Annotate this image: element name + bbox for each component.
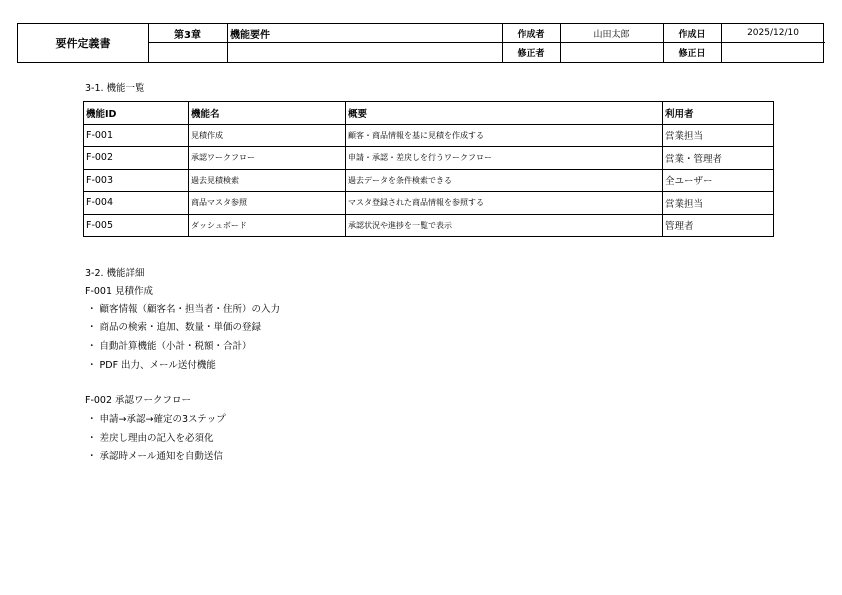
list-item: ・ 承認時メール通知を自動送信 xyxy=(87,451,223,462)
chapter-number: 第3章 xyxy=(174,29,201,41)
table-row xyxy=(84,169,774,192)
table-row xyxy=(84,124,774,147)
user-cell: 営業・管理者 xyxy=(663,147,774,170)
divider xyxy=(227,24,228,62)
section-heading-function-list: 3-1. 機能一覧 xyxy=(85,83,145,94)
created-date-value: 2025/12/10 xyxy=(747,28,799,38)
detail-title-f001: F-001 見積作成 xyxy=(85,286,154,297)
list-item: ・ PDF 出力、メール送付機能 xyxy=(87,360,216,371)
user-cell: 全ユーザー xyxy=(663,169,774,192)
column-header-function-id: 機能ID xyxy=(84,102,189,125)
column-header-function-name: 機能名 xyxy=(189,102,346,125)
user-cell: 営業担当 xyxy=(663,192,774,215)
list-item: ・ 差戻し理由の記入を必須化 xyxy=(87,433,214,444)
author-label: 作成者 xyxy=(517,29,545,40)
summary-cell: 申請・承認・差戻しを行うワークフロー xyxy=(346,147,663,170)
author-value: 山田太郎 xyxy=(593,29,630,40)
user-cell: 管理者 xyxy=(663,214,774,237)
list-item: ・ 自動計算機能（小計・税額・合計） xyxy=(87,341,252,352)
function-list-table xyxy=(83,101,774,237)
user-cell: 営業担当 xyxy=(663,124,774,147)
summary-cell: 過去データを条件検索できる xyxy=(346,169,663,192)
modified-date-label: 修正日 xyxy=(678,49,706,59)
function-name-cell: ダッシュボード xyxy=(189,214,346,237)
summary-cell: 顧客・商品情報を基に見積を作成する xyxy=(346,124,663,147)
list-item: ・ 顧客情報（顧客名・担当者・住所）の入力 xyxy=(87,304,281,315)
doc-title: 要件定義書 xyxy=(55,37,111,50)
function-id-cell: F-003 xyxy=(84,169,189,192)
section-heading-function-details: 3-2. 機能詳細 xyxy=(85,268,145,279)
column-header-user: 利用者 xyxy=(663,102,774,125)
function-id-cell: F-005 xyxy=(84,214,189,237)
function-name-cell: 見積作成 xyxy=(189,124,346,147)
table-header-row xyxy=(84,102,774,125)
modified-date-value xyxy=(721,43,825,62)
summary-cell: マスタ登録された商品情報を参照する xyxy=(346,192,663,215)
detail-title-f002: F-002 承認ワークフロー xyxy=(85,395,192,406)
summary-cell: 承認状況や進捗を一覧で表示 xyxy=(346,214,663,237)
table-row xyxy=(84,192,774,215)
function-id-cell: F-004 xyxy=(84,192,189,215)
column-header-summary: 概要 xyxy=(346,102,663,125)
created-date-label: 作成日 xyxy=(678,29,706,40)
table-row xyxy=(84,214,774,237)
function-id-cell: F-001 xyxy=(84,124,189,147)
list-item: ・ 申請→承認→確定の3ステップ xyxy=(87,414,226,425)
editor-value xyxy=(560,43,663,62)
table-row xyxy=(84,147,774,170)
editor-label: 修正者 xyxy=(517,49,545,59)
chapter-title: 機能要件 xyxy=(230,29,270,41)
function-name-cell: 商品マスタ参照 xyxy=(189,192,346,215)
document-header xyxy=(17,23,824,63)
function-name-cell: 過去見積検索 xyxy=(189,169,346,192)
function-id-cell: F-002 xyxy=(84,147,189,170)
list-item: ・ 商品の検索・追加、数量・単価の登録 xyxy=(87,322,262,333)
function-name-cell: 承認ワークフロー xyxy=(189,147,346,170)
